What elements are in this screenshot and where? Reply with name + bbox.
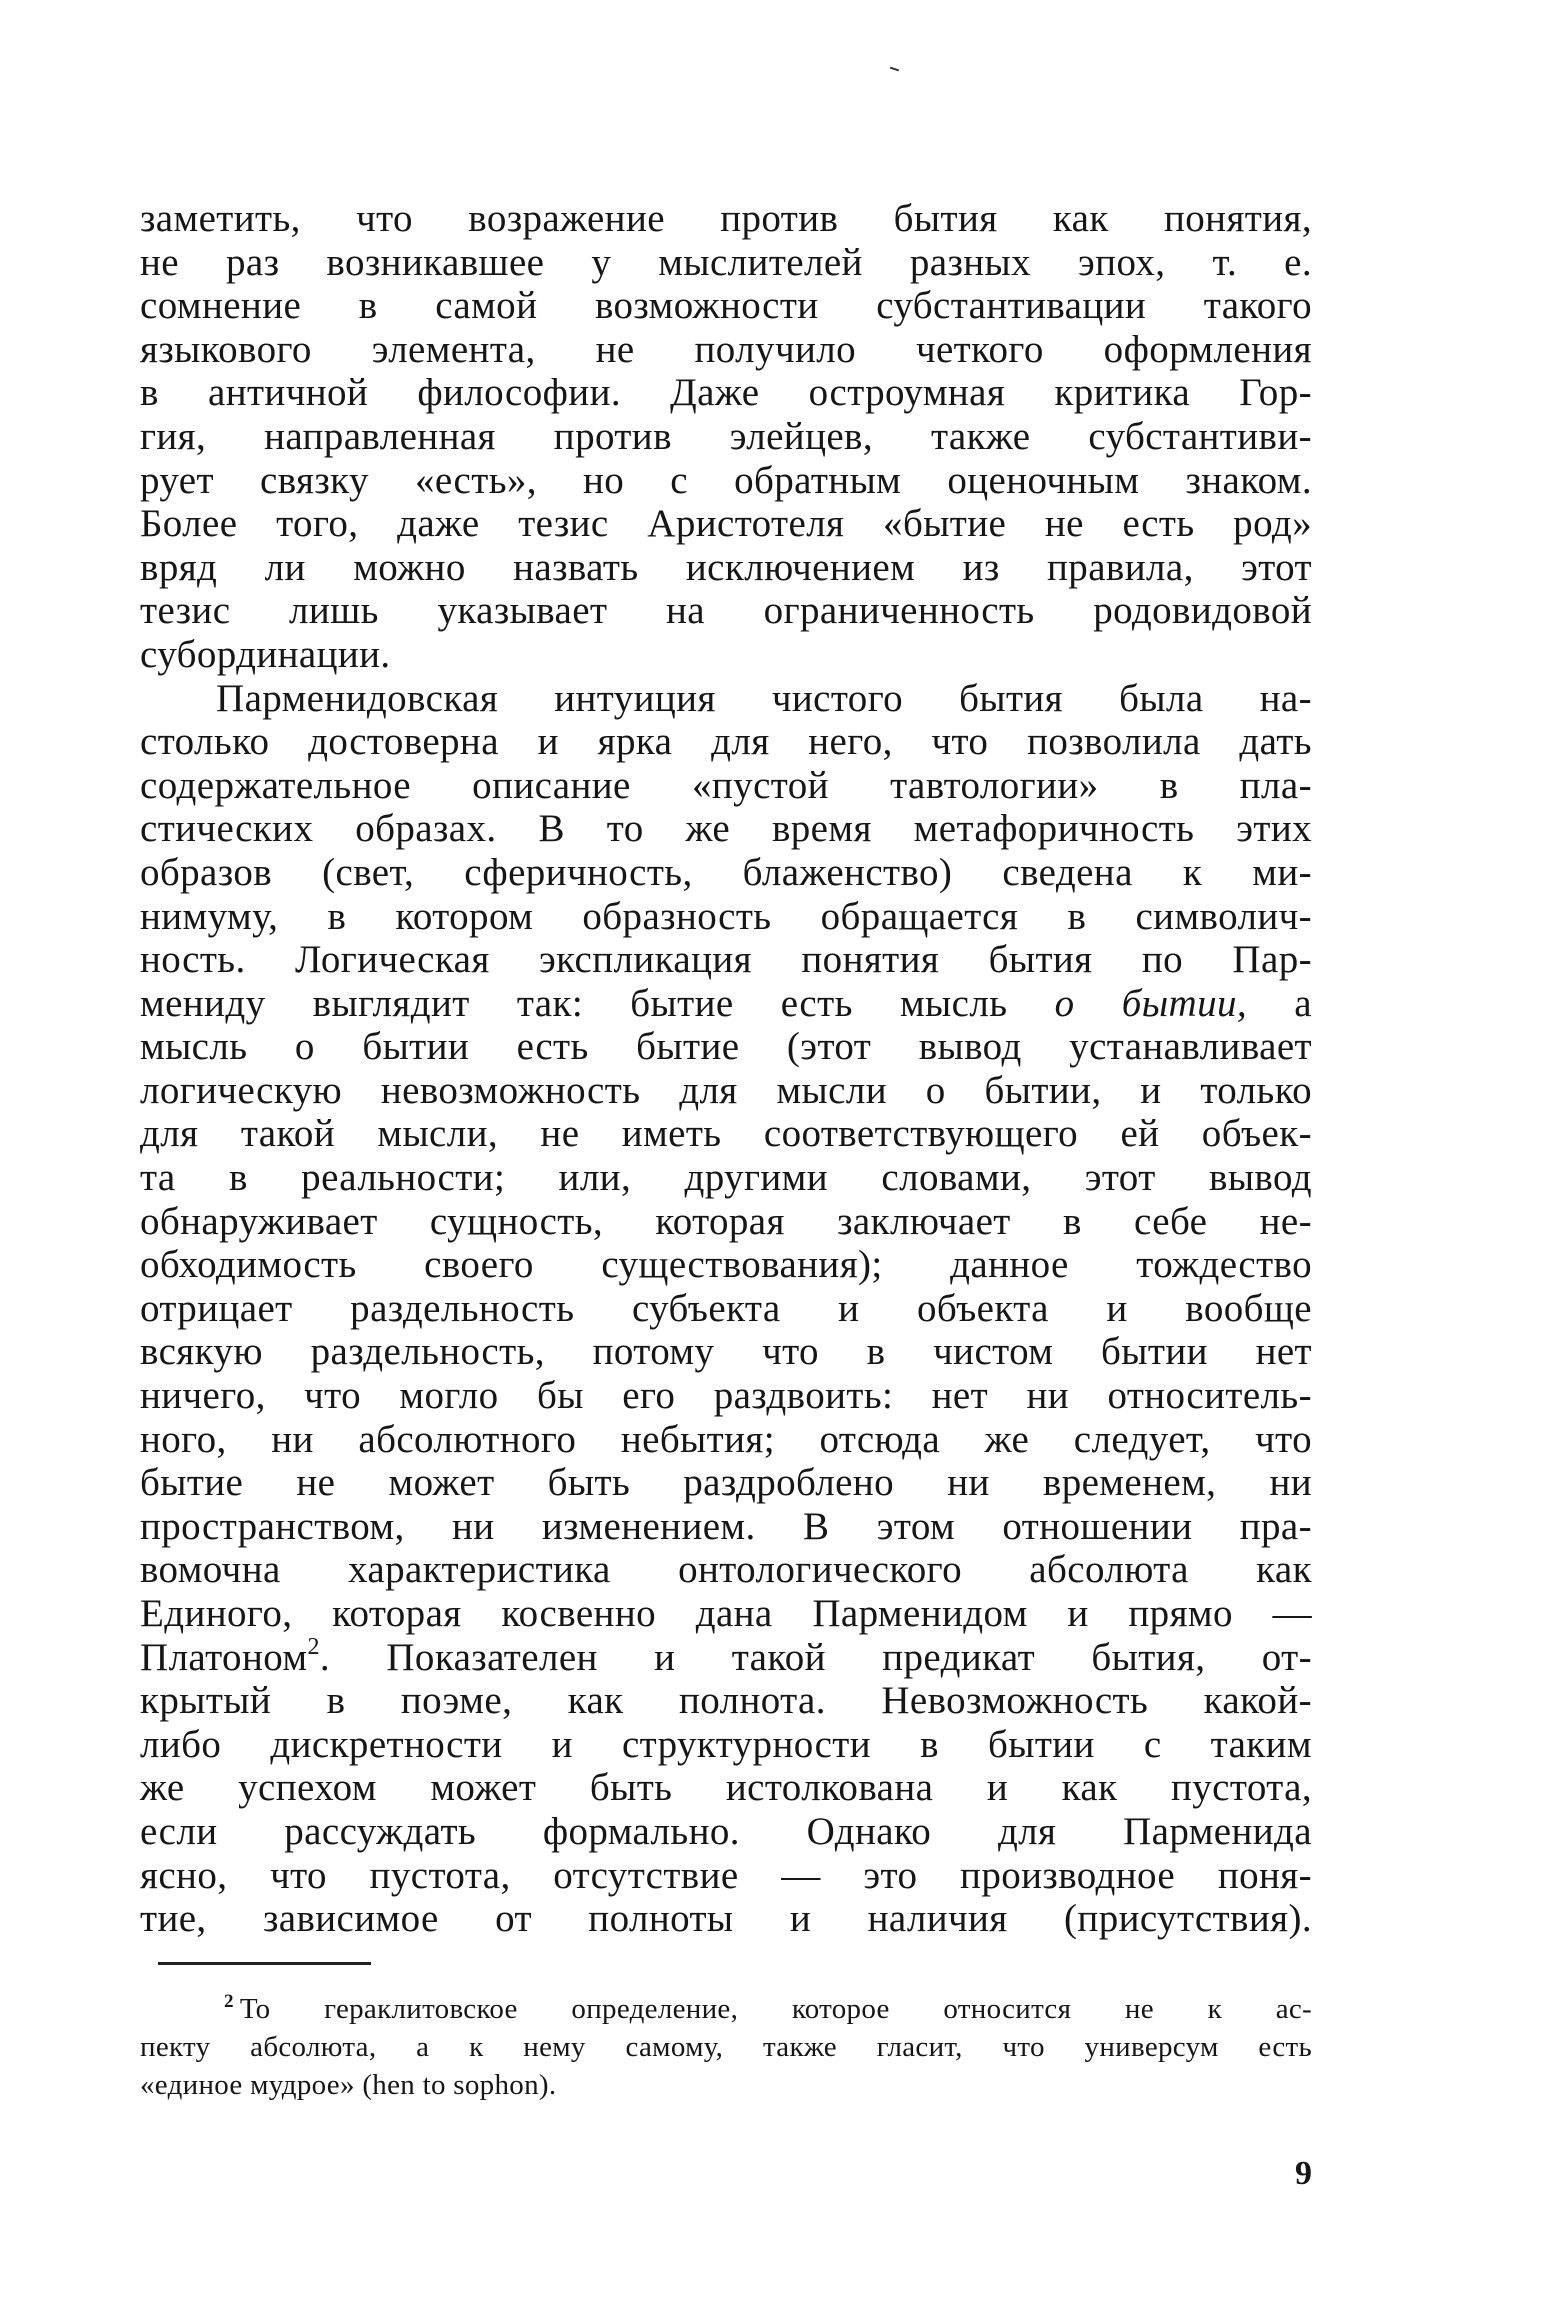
- text-line: пространством, ни изменением. В этом отношении пра-: [140, 1504, 1312, 1548]
- text-line: крытый в поэме, как полнота. Невозможность какой-: [140, 1679, 1312, 1723]
- text-line: содержательное описание «пустой тавтологии» в пла-: [140, 763, 1312, 807]
- text-line: тезис лишь указывает на ограниченность родовидовой: [140, 589, 1312, 633]
- text-segment: То гераклитовское определение, которое относится не к ас-: [239, 1993, 1312, 2025]
- text-line: образов (свет, сферичность, блаженство) сведена к ми-: [140, 850, 1312, 894]
- text-line: Более того, даже тезис Аристотеля «бытие не есть род»: [140, 502, 1312, 546]
- text-line-with-footnote-ref: [140, 1633, 1312, 1680]
- text-line: не раз возникавшее у мыслителей разных эпох, т. е.: [140, 240, 1312, 284]
- footnote-mark: 2: [224, 1991, 234, 2012]
- main-text: [140, 197, 1312, 1941]
- text-line: заметить, что возражение против бытия как понятия,: [140, 197, 1312, 240]
- text-line: обнаруживает сущность, которая заключает в себе не-: [140, 1199, 1312, 1243]
- text-line: в античной философии. Даже остроумная критика Гор-: [140, 371, 1312, 415]
- stray-tick-mark: [890, 67, 899, 72]
- text-line: ность. Логическая экспликация понятия бытия по Пар-: [140, 938, 1312, 982]
- text-line: обходимость своего существования); данное тождество: [140, 1243, 1312, 1287]
- text-line: рует связку «есть», но с обратным оценочным знаком.: [140, 458, 1312, 502]
- text-line: отрицает раздельность субъекта и объекта и вообще: [140, 1286, 1312, 1330]
- text-line: мысль о бытии есть бытие (этот вывод устанавливает: [140, 1025, 1312, 1069]
- text-line: вомочна характеристика онтологического абсолюта как: [140, 1548, 1312, 1592]
- text-line: гия, направленная против элейцев, также субстантиви-: [140, 414, 1312, 458]
- footnote-line: [140, 1990, 1312, 2028]
- text-line-with-italic: [140, 982, 1312, 1026]
- text-line: либо дискретности и структурности в бытии с таким: [140, 1722, 1312, 1766]
- text-line: столько достоверна и ярка для него, что позволила дать: [140, 720, 1312, 764]
- text-line: субординации.: [140, 632, 391, 676]
- text-line: логическую невозможность для мысли о бытии, и только: [140, 1068, 1312, 1112]
- text-line: нимуму, в котором образность обращается в символич-: [140, 894, 1312, 938]
- text-segment: а: [1247, 981, 1312, 1025]
- text-line: если рассуждать формально. Однако для Парменида: [140, 1809, 1312, 1853]
- text-line: Парменидовская интуиция чистого бытия была на-: [216, 676, 1312, 720]
- text-line: та в реальности; или, другими словами, этот вывод: [140, 1156, 1312, 1200]
- paragraph-1: [140, 197, 1312, 677]
- footnote-separator: [158, 1962, 371, 1965]
- page-number: 9: [1295, 2155, 1312, 2192]
- text-line: же успехом может быть истолкована и как пустота,: [140, 1766, 1312, 1810]
- footnote-line: «единое мудрое» (hen to sophon).: [140, 2069, 557, 2101]
- footnote: [140, 1990, 1312, 2104]
- text-line: бытие не может быть раздроблено ни временем, ни: [140, 1461, 1312, 1505]
- footnote-reference[interactable]: 2: [307, 1633, 320, 1660]
- text-line: стических образах. В то же время метафоричность этих: [140, 807, 1312, 851]
- text-segment: мениду выглядит так: бытие есть мысль: [140, 981, 1055, 1025]
- text-line: вряд ли можно назвать исключением из правила, этот: [140, 545, 1312, 589]
- text-line: всякую раздельность, потому что в чистом бытии нет: [140, 1330, 1312, 1374]
- text-line: ного, ни абсолютного небытия; отсюда же следует, что: [140, 1417, 1312, 1461]
- footnote-line: пекту абсолюта, а к нему самому, также гласит, что универсум есть: [140, 2031, 1312, 2063]
- text-line: ничего, что могло бы его раздвоить: нет ни относитель-: [140, 1374, 1312, 1418]
- text-line: Единого, которая косвенно дана Парменидом и прямо —: [140, 1592, 1312, 1635]
- text-line: сомнение в самой возможности субстантивации такого: [140, 284, 1312, 328]
- text-segment: . Показателен и такой предикат бытия, от-: [319, 1635, 1312, 1679]
- italic-phrase: о бытии,: [1054, 981, 1248, 1025]
- paragraph-2: [140, 677, 1312, 1941]
- text-segment: Платоном: [140, 1635, 308, 1679]
- text-line: ясно, что пустота, отсутствие — это производное поня-: [140, 1853, 1312, 1897]
- text-line: для такой мысли, не иметь соответствующего ей объек-: [140, 1112, 1312, 1156]
- text-line: тие, зависимое от полноты и наличия (присутствия).: [140, 1897, 1312, 1941]
- text-line: языкового элемента, не получило четкого оформления: [140, 327, 1312, 371]
